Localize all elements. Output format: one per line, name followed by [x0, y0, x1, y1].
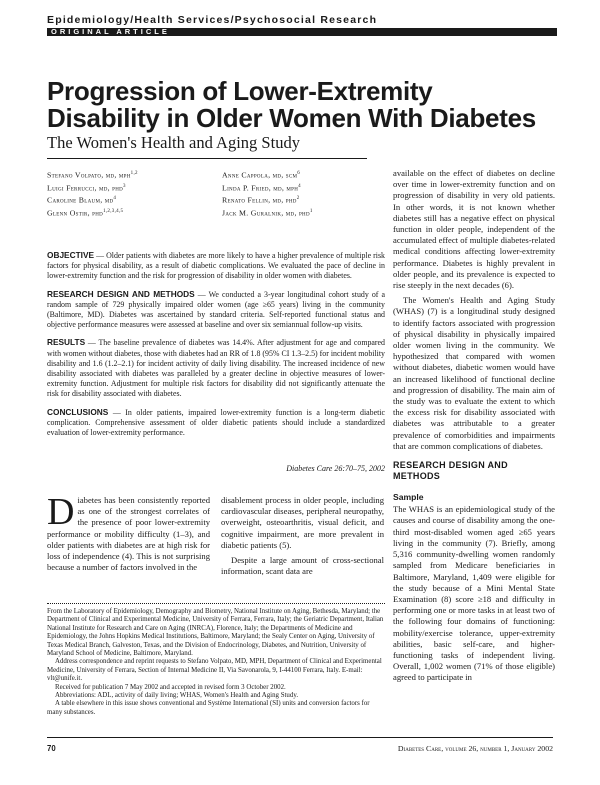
citation: Diabetes Care 26:70–75, 2002 — [286, 464, 385, 473]
authors-right — [222, 168, 372, 218]
author-name-text: Renato Fellin, md, phd — [222, 195, 297, 205]
objective-text: Older patients with diabetes are more likely to have a higher prevalence of multiple risk factors for physical disability, as a result of diabetic complications. We evaluated the pace of decline in lower-extremity function and the risk for progression of disability in older women with diabetes. — [47, 251, 386, 281]
affiliation-note: Abbreviations: ADL, activity of daily living; WHAS, Women's Health and Aging Study. — [55, 692, 299, 700]
author-name — [222, 193, 372, 206]
affiliations — [47, 608, 385, 717]
author-name-text: Stefano Volpato, md, mph — [47, 170, 131, 180]
journal-footer: Diabetes Care, volume 26, number 1, January 2002 — [397, 744, 553, 753]
footnote-separator — [47, 603, 385, 604]
author-name — [222, 206, 372, 219]
section-header: Epidemiology/Health Services/Psychosocial Research — [47, 14, 378, 26]
affiliation-note: A table elsewhere in this issue shows conventional and Système International (SI) units and conversion factors for many substances. — [47, 700, 370, 716]
author-affiliation-marker: 4 — [298, 183, 301, 189]
authors-left — [47, 168, 207, 218]
article-subtitle: The Women's Health and Aging Study — [47, 133, 300, 152]
results-heading: RESULTS — [47, 337, 86, 348]
author-name — [47, 181, 207, 194]
article-category-bar: ORIGINAL ARTICLE — [47, 28, 557, 36]
objective-heading: OBJECTIVE — [47, 250, 95, 260]
author-name-text: Caroline Blaum, md — [47, 195, 114, 205]
author-affiliation-marker: 1,2 — [130, 171, 138, 176]
author-name — [47, 168, 207, 181]
abstract-results: RESULTS — The baseline prevalence of diabetes was 14.4%. After adjustment for age and compared with women without diabetes, those with diabetes had an RR of 1.8 (95% CI 1.3–2.5) for incident mobility disability and 1.6 (1.2–2.1) for incident activity of daily living disability. The increased incidence of new disability associated with diabetes was paralleled by a greater decline in objective measures of lower-extremity function. Adjustment for multiple risk factors for disability did not significantly attenuate the risk for disability associated with diabetes. — [47, 337, 386, 399]
title-line-1: Progression of Lower-Extremity — [47, 76, 433, 106]
conclusions-heading: CONCLUSIONS — [47, 406, 109, 417]
article-title — [47, 78, 567, 132]
methods-heading-line-2: METHODS — [393, 471, 441, 482]
conclusions-text: In older patients, impaired lower-extremity function is a long-term diabetic complication. Comprehensive assessment of older diabetic patients should include a standardized evaluation of lower-extremity performance. — [47, 407, 385, 438]
abstract — [47, 250, 385, 445]
author-name-text: Luigi Ferrucci, md, phd — [47, 183, 124, 193]
affiliation-note: From the Laboratory of Epidemiology, Demography and Biometry, National Institute on Aging, Bethesda, Maryland; the Department of Clinical and Experimental Medicine, University of Ferrara, Ferrara, Italy; the Geriatric Department, Italian National Institute for Research and Care on Aging (INRCA), Florence, Italy; the Departments of Medicine and Epidemiology, the Johns Hopkins Medical Institutions, Baltimore, Maryland; the Sealy Center on Aging, University of Texas Medical Branch, Galveston, Texas, and the Division of Endocrinology, Diabetes, and Nutrition, University of Maryland School of Medicine, Baltimore, Maryland. — [47, 608, 384, 658]
author-affiliation-marker: 3 — [123, 183, 126, 189]
methods-heading: RESEARCH DESIGN AND METHODS — [47, 288, 195, 299]
sample-heading: Sample — [393, 492, 424, 503]
author-name — [222, 168, 372, 181]
page-number: 70 — [47, 744, 56, 753]
author-affiliation-marker: 2 — [296, 196, 300, 202]
right-paragraph-2: The Women's Health and Aging Study (WHAS) (7) is a longitudinal study designed to identify factors associated with progression of physical disability in physically impaired older women living in the community. We hypothesized that compared with women without diabetes, diabetic women would have an increased likelihood of functional decline and progression of disability. The main aim of the study was to evaluate the extent to which the excess risk for disability associated with diabetes was attributable to a greater prevalence of comorbidities and impairments that are common complications of diabetes. — [393, 295, 555, 451]
author-affiliation-marker: 6 — [297, 171, 301, 176]
author-name-text: Linda P. Fried, md, mph — [222, 183, 299, 193]
footer-rule — [47, 737, 553, 738]
drop-cap: D — [47, 491, 75, 533]
abstract-conclusions: CONCLUSIONS — In older patients, impaired lower-extremity function is a long-term diabetic complication. Comprehensive assessment of older diabetic patients should include a standardized evaluation of lower-extremity performance. — [47, 406, 385, 438]
results-text: The baseline prevalence of diabetes was 14.4%. After adjustment for age and compared with women without diabetes, those with diabetes had an RR of 1.8 (95% CI 1.3–2.5) for incident mobility disability and 1.6 (1.2–2.1) for incident activity of daily living disability. The increased incidence of new disability associated with diabetes was paralleled by a greater decline in objective measures of lower-extremity function. Adjustment for multiple risk factors for disability did not significantly attenuate the risk for disability associated with diabetes. — [47, 338, 386, 399]
affiliation-note: Received for publication 7 May 2002 and accepted in revised form 3 October 2002. — [55, 683, 286, 691]
author-name-text: Jack M. Guralnik, md, phd — [222, 208, 310, 218]
author-name — [222, 181, 372, 194]
abstract-objective: OBJECTIVE — Older patients with diabetes are more likely to have a higher prevalence of multiple risk factors for physical disability, as a result of diabetic complications. We evaluated the pace of decline in lower-extremity function and the risk for progression of disability in older women with diabetes. — [47, 250, 386, 281]
affiliation-note: Address correspondence and reprint requests to Stefano Volpato, MD, MPH, Department of Clinical and Experimental Medicine, University of Ferrara, Section of Internal Medicine II, Via Savonarola, 9, I-44100 Ferrara, Italy. E-mail: vlt@unife.it. — [47, 658, 382, 683]
author-name — [47, 206, 207, 219]
intro-text-1: iabetes has been consistently reported as one of the strongest correlates of the presence of poor lower-extremity performance or mobility difficulty (1–3), and older patients with diabetes are at high risk for loss of independence (4). This is not surprising because a number of factors involved in the — [47, 495, 210, 573]
intro-paragraph-3: Despite a large amount of cross-sectional information, scant data are — [221, 555, 384, 577]
sample-paragraph: The WHAS is an epidemiological study of the causes and course of disability among the one-third most-disabled women aged ≥65 years living in the community (7). Briefly, among 5,316 community-dwelling women randomly sampled from Medicare beneficiaries in Baltimore, Maryland, 1,409 were eligible for the study because of a Mini Mental State Examination (8) score ≥18 and difficulty in performing one or more tasks in at least two of the following four domains of functioning: mobility/exercise tolerance, upper-extremity abilities, basic self-care, and higher-functioning tasks of independent living. Overall, 1,002 women (71% of those eligible) agreed to participate in — [393, 504, 555, 683]
abstract-methods: RESEARCH DESIGN AND METHODS — We conducted a 3-year longitudinal cohort study of a random sample of 729 physically impaired older women (age ≥65 years) living in the community (Baltimore, MD). Diabetes was ascertained by standard criteria. Self-reported functional status and objective performance measures were assessed at baseline and over six semiannual follow-up visits. — [47, 288, 385, 330]
intro-column-1 — [47, 491, 210, 573]
author-affiliation-marker: 1,2,3,4,5 — [103, 208, 124, 214]
methods-heading-line-1: RESEARCH DESIGN AND — [393, 460, 508, 471]
author-name — [47, 193, 207, 206]
methods-section-heading — [393, 460, 555, 482]
title-rule — [47, 158, 367, 159]
author-name-text: Anne Cappola, md, scm — [222, 170, 298, 180]
title-line-2: Disability in Older Women With Diabetes — [47, 103, 536, 133]
intro-paragraph-2: disablement process in older people, including cardiovascular diseases, peripheral neuropathy, overweight, osteoarthritis, visual deficit, and cognitive impairment, are more prevalent in diabetic patients (5). — [221, 495, 384, 550]
author-name-text: Glenn Ostir, phd — [47, 208, 104, 218]
right-column — [393, 168, 555, 684]
right-paragraph-1: available on the effect of diabetes on decline over time in lower-extremity function and on progression of disability in very old patients. In other words, it is not known whether diabetes still has a negative effect on physical function in older people, independent of the accumulated effect of multiple diabetes-related medical conditions affecting lower-extremity performance. Diabetes is highly prevalent in older people, and its prevalence is expected to rise steeply in the next decades (6). — [393, 168, 555, 291]
author-affiliation-marker: 1 — [309, 208, 313, 214]
intro-column-2 — [221, 495, 384, 577]
author-affiliation-marker: 4 — [113, 196, 117, 202]
methods-text: We conducted a 3-year longitudinal cohort study of a random sample of 729 physically impaired older women (age ≥65 years) living in the community (Baltimore, MD). Diabetes was ascertained by standard criteria. Self-reported functional status and objective performance measures were assessed at baseline and over six semiannual follow-up visits. — [47, 289, 385, 330]
